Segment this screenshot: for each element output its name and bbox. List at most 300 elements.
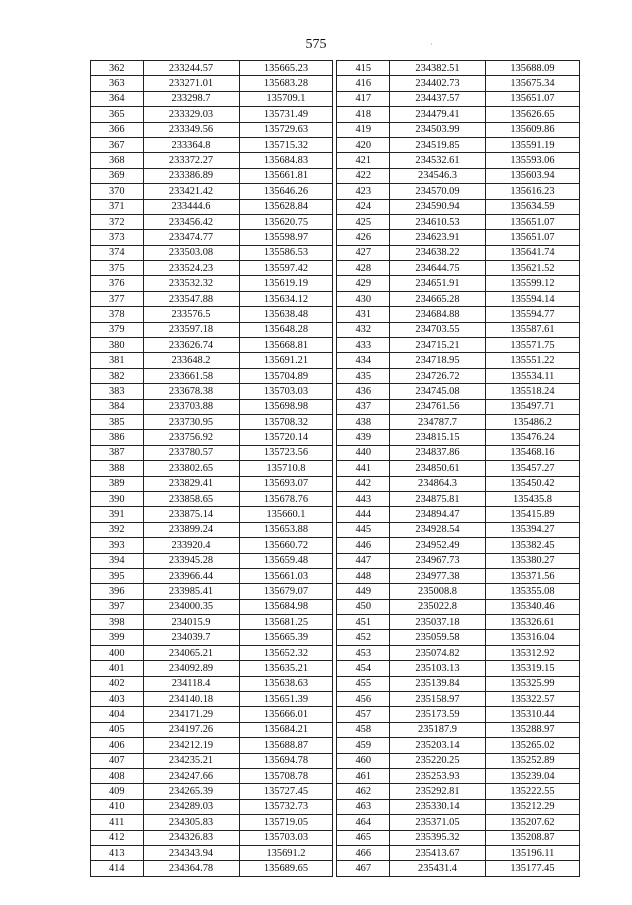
right-y-coordinate-cell: 135326.61 <box>485 615 579 630</box>
right-y-coordinate-cell: 135551.22 <box>485 353 579 368</box>
table-row <box>91 199 580 214</box>
left-y-coordinate-cell: 135731.49 <box>239 107 333 122</box>
right-point-number-cell: 463 <box>337 799 390 814</box>
left-point-number-cell: 382 <box>91 368 144 383</box>
table-row <box>91 815 580 830</box>
left-point-number-cell: 383 <box>91 384 144 399</box>
right-x-coordinate-cell: 234382.51 <box>390 61 486 76</box>
right-point-number-cell: 446 <box>337 538 390 553</box>
table-row <box>91 784 580 799</box>
right-x-coordinate-cell: 234815.15 <box>390 430 486 445</box>
table-row <box>91 107 580 122</box>
left-y-coordinate-cell: 135586.53 <box>239 245 333 260</box>
right-y-coordinate-cell: 135675.34 <box>485 76 579 91</box>
table-row <box>91 692 580 707</box>
left-x-coordinate-cell: 233386.89 <box>143 168 239 183</box>
left-point-number-cell: 380 <box>91 338 144 353</box>
table-row <box>91 753 580 768</box>
left-x-coordinate-cell: 233829.41 <box>143 476 239 491</box>
left-y-coordinate-cell: 135710.8 <box>239 461 333 476</box>
left-point-number-cell: 407 <box>91 753 144 768</box>
right-y-coordinate-cell: 135316.04 <box>485 630 579 645</box>
left-y-coordinate-cell: 135598.97 <box>239 230 333 245</box>
table-row <box>91 153 580 168</box>
left-y-coordinate-cell: 135684.21 <box>239 722 333 737</box>
left-x-coordinate-cell: 233920.4 <box>143 538 239 553</box>
right-point-number-cell: 426 <box>337 230 390 245</box>
table-row <box>91 799 580 814</box>
left-point-number-cell: 395 <box>91 568 144 583</box>
right-y-coordinate-cell: 135571.75 <box>485 338 579 353</box>
right-point-number-cell: 448 <box>337 568 390 583</box>
left-y-coordinate-cell: 135684.83 <box>239 153 333 168</box>
right-point-number-cell: 466 <box>337 845 390 860</box>
table-row <box>91 630 580 645</box>
left-point-number-cell: 402 <box>91 676 144 691</box>
left-point-number-cell: 369 <box>91 168 144 183</box>
right-x-coordinate-cell: 234503.99 <box>390 122 486 137</box>
left-y-coordinate-cell: 135620.75 <box>239 214 333 229</box>
left-x-coordinate-cell: 234171.29 <box>143 707 239 722</box>
right-point-number-cell: 419 <box>337 122 390 137</box>
left-y-coordinate-cell: 135715.32 <box>239 137 333 152</box>
left-x-coordinate-cell: 234364.78 <box>143 861 239 876</box>
left-y-coordinate-cell: 135666.01 <box>239 707 333 722</box>
table-row <box>91 768 580 783</box>
right-y-coordinate-cell: 135319.15 <box>485 661 579 676</box>
left-point-number-cell: 391 <box>91 507 144 522</box>
table-row <box>91 491 580 506</box>
right-point-number-cell: 458 <box>337 722 390 737</box>
left-point-number-cell: 377 <box>91 291 144 306</box>
table-row <box>91 137 580 152</box>
right-y-coordinate-cell: 135594.77 <box>485 307 579 322</box>
left-x-coordinate-cell: 233899.24 <box>143 522 239 537</box>
right-point-number-cell: 420 <box>337 137 390 152</box>
left-y-coordinate-cell: 135648.28 <box>239 322 333 337</box>
right-x-coordinate-cell: 234610.53 <box>390 214 486 229</box>
right-point-number-cell: 449 <box>337 584 390 599</box>
left-y-coordinate-cell: 135635.21 <box>239 661 333 676</box>
table-row <box>91 445 580 460</box>
left-point-number-cell: 401 <box>91 661 144 676</box>
left-x-coordinate-cell: 234000.35 <box>143 599 239 614</box>
left-point-number-cell: 368 <box>91 153 144 168</box>
right-y-coordinate-cell: 135435.8 <box>485 491 579 506</box>
table-row <box>91 645 580 660</box>
right-point-number-cell: 415 <box>337 61 390 76</box>
right-y-coordinate-cell: 135593.06 <box>485 153 579 168</box>
right-point-number-cell: 440 <box>337 445 390 460</box>
left-x-coordinate-cell: 234305.83 <box>143 815 239 830</box>
right-x-coordinate-cell: 235158.97 <box>390 692 486 707</box>
left-point-number-cell: 389 <box>91 476 144 491</box>
left-x-coordinate-cell: 233966.44 <box>143 568 239 583</box>
right-x-coordinate-cell: 234684.88 <box>390 307 486 322</box>
right-x-coordinate-cell: 234787.7 <box>390 414 486 429</box>
table-row <box>91 414 580 429</box>
table-row <box>91 76 580 91</box>
right-y-coordinate-cell: 135450.42 <box>485 476 579 491</box>
left-y-coordinate-cell: 135597.42 <box>239 261 333 276</box>
right-x-coordinate-cell: 235330.14 <box>390 799 486 814</box>
right-point-number-cell: 422 <box>337 168 390 183</box>
right-point-number-cell: 433 <box>337 338 390 353</box>
right-point-number-cell: 432 <box>337 322 390 337</box>
left-x-coordinate-cell: 233648.2 <box>143 353 239 368</box>
right-x-coordinate-cell: 234718.95 <box>390 353 486 368</box>
left-point-number-cell: 364 <box>91 91 144 106</box>
table-row <box>91 615 580 630</box>
left-point-number-cell: 371 <box>91 199 144 214</box>
left-x-coordinate-cell: 234289.03 <box>143 799 239 814</box>
table-row <box>91 738 580 753</box>
left-point-number-cell: 412 <box>91 830 144 845</box>
right-x-coordinate-cell: 234837.86 <box>390 445 486 460</box>
right-y-coordinate-cell: 135587.61 <box>485 322 579 337</box>
right-y-coordinate-cell: 135252.89 <box>485 753 579 768</box>
right-x-coordinate-cell: 234638.22 <box>390 245 486 260</box>
right-point-number-cell: 453 <box>337 645 390 660</box>
right-y-coordinate-cell: 135322.57 <box>485 692 579 707</box>
table-row <box>91 830 580 845</box>
right-point-number-cell: 445 <box>337 522 390 537</box>
left-x-coordinate-cell: 233421.42 <box>143 184 239 199</box>
left-x-coordinate-cell: 233576.5 <box>143 307 239 322</box>
left-y-coordinate-cell: 135703.03 <box>239 384 333 399</box>
left-y-coordinate-cell: 135694.78 <box>239 753 333 768</box>
table-row <box>91 522 580 537</box>
right-point-number-cell: 431 <box>337 307 390 322</box>
right-x-coordinate-cell: 235395.32 <box>390 830 486 845</box>
left-point-number-cell: 362 <box>91 61 144 76</box>
right-point-number-cell: 443 <box>337 491 390 506</box>
left-point-number-cell: 400 <box>91 645 144 660</box>
right-x-coordinate-cell: 235037.18 <box>390 615 486 630</box>
left-x-coordinate-cell: 233244.57 <box>143 61 239 76</box>
table-row <box>91 568 580 583</box>
right-x-coordinate-cell: 235187.9 <box>390 722 486 737</box>
right-y-coordinate-cell: 135497.71 <box>485 399 579 414</box>
left-point-number-cell: 397 <box>91 599 144 614</box>
left-point-number-cell: 411 <box>91 815 144 830</box>
right-point-number-cell: 462 <box>337 784 390 799</box>
right-point-number-cell: 435 <box>337 368 390 383</box>
table-row <box>91 230 580 245</box>
left-x-coordinate-cell: 233503.08 <box>143 245 239 260</box>
right-point-number-cell: 421 <box>337 153 390 168</box>
right-x-coordinate-cell: 235431.4 <box>390 861 486 876</box>
right-y-coordinate-cell: 135603.94 <box>485 168 579 183</box>
left-y-coordinate-cell: 135659.48 <box>239 553 333 568</box>
left-x-coordinate-cell: 233597.18 <box>143 322 239 337</box>
left-x-coordinate-cell: 234140.18 <box>143 692 239 707</box>
table-row <box>91 291 580 306</box>
right-x-coordinate-cell: 234644.75 <box>390 261 486 276</box>
right-x-coordinate-cell: 234726.72 <box>390 368 486 383</box>
left-point-number-cell: 365 <box>91 107 144 122</box>
right-y-coordinate-cell: 135394.27 <box>485 522 579 537</box>
right-y-coordinate-cell: 135518.24 <box>485 384 579 399</box>
left-point-number-cell: 405 <box>91 722 144 737</box>
left-point-number-cell: 390 <box>91 491 144 506</box>
left-y-coordinate-cell: 135703.03 <box>239 830 333 845</box>
table-row <box>91 184 580 199</box>
right-point-number-cell: 457 <box>337 707 390 722</box>
right-point-number-cell: 465 <box>337 830 390 845</box>
table-row <box>91 261 580 276</box>
left-x-coordinate-cell: 233444.6 <box>143 199 239 214</box>
right-x-coordinate-cell: 235059.58 <box>390 630 486 645</box>
right-point-number-cell: 444 <box>337 507 390 522</box>
table-row <box>91 584 580 599</box>
left-x-coordinate-cell: 233756.92 <box>143 430 239 445</box>
left-point-number-cell: 373 <box>91 230 144 245</box>
right-x-coordinate-cell: 234875.81 <box>390 491 486 506</box>
left-x-coordinate-cell: 233547.88 <box>143 291 239 306</box>
left-x-coordinate-cell: 233678.38 <box>143 384 239 399</box>
left-y-coordinate-cell: 135729.63 <box>239 122 333 137</box>
left-y-coordinate-cell: 135683.28 <box>239 76 333 91</box>
right-y-coordinate-cell: 135325.99 <box>485 676 579 691</box>
left-point-number-cell: 409 <box>91 784 144 799</box>
table-row <box>91 307 580 322</box>
table-row <box>91 61 580 76</box>
table-row <box>91 245 580 260</box>
right-point-number-cell: 439 <box>337 430 390 445</box>
left-x-coordinate-cell: 233349.56 <box>143 122 239 137</box>
left-point-number-cell: 387 <box>91 445 144 460</box>
left-point-number-cell: 384 <box>91 399 144 414</box>
left-x-coordinate-cell: 234326.83 <box>143 830 239 845</box>
right-x-coordinate-cell: 234928.54 <box>390 522 486 537</box>
left-x-coordinate-cell: 233372.27 <box>143 153 239 168</box>
left-y-coordinate-cell: 135678.76 <box>239 491 333 506</box>
right-x-coordinate-cell: 234977.38 <box>390 568 486 583</box>
right-point-number-cell: 437 <box>337 399 390 414</box>
left-x-coordinate-cell: 233329.03 <box>143 107 239 122</box>
right-y-coordinate-cell: 135486.2 <box>485 414 579 429</box>
left-x-coordinate-cell: 234118.4 <box>143 676 239 691</box>
right-y-coordinate-cell: 135415.89 <box>485 507 579 522</box>
right-point-number-cell: 428 <box>337 261 390 276</box>
table-row <box>91 538 580 553</box>
right-x-coordinate-cell: 235413.67 <box>390 845 486 860</box>
left-point-number-cell: 374 <box>91 245 144 260</box>
right-x-coordinate-cell: 234437.57 <box>390 91 486 106</box>
right-y-coordinate-cell: 135208.87 <box>485 830 579 845</box>
left-x-coordinate-cell: 234247.66 <box>143 768 239 783</box>
right-point-number-cell: 441 <box>337 461 390 476</box>
right-x-coordinate-cell: 234623.91 <box>390 230 486 245</box>
left-point-number-cell: 393 <box>91 538 144 553</box>
page-number: 575 <box>305 37 327 52</box>
right-x-coordinate-cell: 235371.05 <box>390 815 486 830</box>
right-point-number-cell: 434 <box>337 353 390 368</box>
left-y-coordinate-cell: 135660.72 <box>239 538 333 553</box>
left-point-number-cell: 413 <box>91 845 144 860</box>
left-point-number-cell: 366 <box>91 122 144 137</box>
left-x-coordinate-cell: 234235.21 <box>143 753 239 768</box>
right-x-coordinate-cell: 235022.8 <box>390 599 486 614</box>
right-y-coordinate-cell: 135599.12 <box>485 276 579 291</box>
left-y-coordinate-cell: 135698.98 <box>239 399 333 414</box>
right-y-coordinate-cell: 135239.04 <box>485 768 579 783</box>
left-point-number-cell: 394 <box>91 553 144 568</box>
left-y-coordinate-cell: 135691.21 <box>239 353 333 368</box>
table-row <box>91 507 580 522</box>
left-x-coordinate-cell: 233703.88 <box>143 399 239 414</box>
left-y-coordinate-cell: 135727.45 <box>239 784 333 799</box>
left-point-number-cell: 375 <box>91 261 144 276</box>
left-y-coordinate-cell: 135708.78 <box>239 768 333 783</box>
table-row <box>91 214 580 229</box>
right-y-coordinate-cell: 135355.08 <box>485 584 579 599</box>
left-point-number-cell: 370 <box>91 184 144 199</box>
left-point-number-cell: 385 <box>91 414 144 429</box>
right-x-coordinate-cell: 234864.3 <box>390 476 486 491</box>
right-x-coordinate-cell: 234850.61 <box>390 461 486 476</box>
right-point-number-cell: 451 <box>337 615 390 630</box>
table-row <box>91 461 580 476</box>
left-x-coordinate-cell: 233875.14 <box>143 507 239 522</box>
right-y-coordinate-cell: 135591.19 <box>485 137 579 152</box>
right-y-coordinate-cell: 135340.46 <box>485 599 579 614</box>
table-row <box>91 722 580 737</box>
table-row <box>91 276 580 291</box>
right-point-number-cell: 416 <box>337 76 390 91</box>
left-x-coordinate-cell: 234343.94 <box>143 845 239 860</box>
right-x-coordinate-cell: 234570.09 <box>390 184 486 199</box>
right-point-number-cell: 459 <box>337 738 390 753</box>
left-x-coordinate-cell: 233985.41 <box>143 584 239 599</box>
right-x-coordinate-cell: 234665.28 <box>390 291 486 306</box>
coordinates-table-body <box>91 61 580 877</box>
table-row <box>91 338 580 353</box>
right-point-number-cell: 447 <box>337 553 390 568</box>
left-x-coordinate-cell: 233802.65 <box>143 461 239 476</box>
right-point-number-cell: 427 <box>337 245 390 260</box>
right-point-number-cell: 450 <box>337 599 390 614</box>
right-point-number-cell: 417 <box>337 91 390 106</box>
right-y-coordinate-cell: 135312.92 <box>485 645 579 660</box>
right-y-coordinate-cell: 135265.02 <box>485 738 579 753</box>
left-point-number-cell: 386 <box>91 430 144 445</box>
left-y-coordinate-cell: 135684.98 <box>239 599 333 614</box>
right-x-coordinate-cell: 235074.82 <box>390 645 486 660</box>
left-x-coordinate-cell: 234015.9 <box>143 615 239 630</box>
left-y-coordinate-cell: 135708.32 <box>239 414 333 429</box>
left-point-number-cell: 399 <box>91 630 144 645</box>
right-x-coordinate-cell: 234532.61 <box>390 153 486 168</box>
right-point-number-cell: 467 <box>337 861 390 876</box>
right-y-coordinate-cell: 135626.65 <box>485 107 579 122</box>
left-x-coordinate-cell: 233945.28 <box>143 553 239 568</box>
left-y-coordinate-cell: 135691.2 <box>239 845 333 860</box>
left-x-coordinate-cell: 233626.74 <box>143 338 239 353</box>
right-y-coordinate-cell: 135634.59 <box>485 199 579 214</box>
right-y-coordinate-cell: 135288.97 <box>485 722 579 737</box>
left-y-coordinate-cell: 135689.65 <box>239 861 333 876</box>
table-row <box>91 353 580 368</box>
left-y-coordinate-cell: 135638.48 <box>239 307 333 322</box>
left-y-coordinate-cell: 135661.81 <box>239 168 333 183</box>
right-point-number-cell: 456 <box>337 692 390 707</box>
right-y-coordinate-cell: 135651.07 <box>485 214 579 229</box>
left-x-coordinate-cell: 233858.65 <box>143 491 239 506</box>
right-x-coordinate-cell: 235220.25 <box>390 753 486 768</box>
right-y-coordinate-cell: 135651.07 <box>485 91 579 106</box>
left-point-number-cell: 398 <box>91 615 144 630</box>
table-row <box>91 553 580 568</box>
right-x-coordinate-cell: 235139.84 <box>390 676 486 691</box>
table-row <box>91 845 580 860</box>
left-x-coordinate-cell: 233780.57 <box>143 445 239 460</box>
left-y-coordinate-cell: 135619.19 <box>239 276 333 291</box>
right-x-coordinate-cell: 235253.93 <box>390 768 486 783</box>
right-y-coordinate-cell: 135380.27 <box>485 553 579 568</box>
table-row <box>91 384 580 399</box>
left-y-coordinate-cell: 135679.07 <box>239 584 333 599</box>
right-point-number-cell: 442 <box>337 476 390 491</box>
right-point-number-cell: 436 <box>337 384 390 399</box>
table-row <box>91 599 580 614</box>
table-row <box>91 168 580 183</box>
left-y-coordinate-cell: 135709.1 <box>239 91 333 106</box>
left-x-coordinate-cell: 233730.95 <box>143 414 239 429</box>
left-y-coordinate-cell: 135720.14 <box>239 430 333 445</box>
right-point-number-cell: 418 <box>337 107 390 122</box>
left-x-coordinate-cell: 233524.23 <box>143 261 239 276</box>
coordinates-table <box>90 60 580 877</box>
right-x-coordinate-cell: 235173.59 <box>390 707 486 722</box>
left-x-coordinate-cell: 233271.01 <box>143 76 239 91</box>
left-point-number-cell: 392 <box>91 522 144 537</box>
right-point-number-cell: 461 <box>337 768 390 783</box>
right-x-coordinate-cell: 234952.49 <box>390 538 486 553</box>
left-x-coordinate-cell: 234039.7 <box>143 630 239 645</box>
left-point-number-cell: 367 <box>91 137 144 152</box>
left-x-coordinate-cell: 234265.39 <box>143 784 239 799</box>
left-x-coordinate-cell: 233364.8 <box>143 137 239 152</box>
right-y-coordinate-cell: 135212.29 <box>485 799 579 814</box>
right-point-number-cell: 452 <box>337 630 390 645</box>
right-point-number-cell: 424 <box>337 199 390 214</box>
right-y-coordinate-cell: 135609.86 <box>485 122 579 137</box>
right-x-coordinate-cell: 234519.85 <box>390 137 486 152</box>
left-y-coordinate-cell: 135661.03 <box>239 568 333 583</box>
right-y-coordinate-cell: 135621.52 <box>485 261 579 276</box>
right-y-coordinate-cell: 135616.23 <box>485 184 579 199</box>
table-row <box>91 707 580 722</box>
left-point-number-cell: 372 <box>91 214 144 229</box>
left-point-number-cell: 414 <box>91 861 144 876</box>
right-y-coordinate-cell: 135688.09 <box>485 61 579 76</box>
table-row <box>91 122 580 137</box>
left-x-coordinate-cell: 234212.19 <box>143 738 239 753</box>
right-x-coordinate-cell: 235292.81 <box>390 784 486 799</box>
right-point-number-cell: 464 <box>337 815 390 830</box>
table-row <box>91 476 580 491</box>
right-point-number-cell: 423 <box>337 184 390 199</box>
right-y-coordinate-cell: 135476.24 <box>485 430 579 445</box>
right-y-coordinate-cell: 135468.16 <box>485 445 579 460</box>
left-y-coordinate-cell: 135719.05 <box>239 815 333 830</box>
table-row <box>91 676 580 691</box>
right-x-coordinate-cell: 234703.55 <box>390 322 486 337</box>
left-point-number-cell: 406 <box>91 738 144 753</box>
left-x-coordinate-cell: 233661.58 <box>143 368 239 383</box>
